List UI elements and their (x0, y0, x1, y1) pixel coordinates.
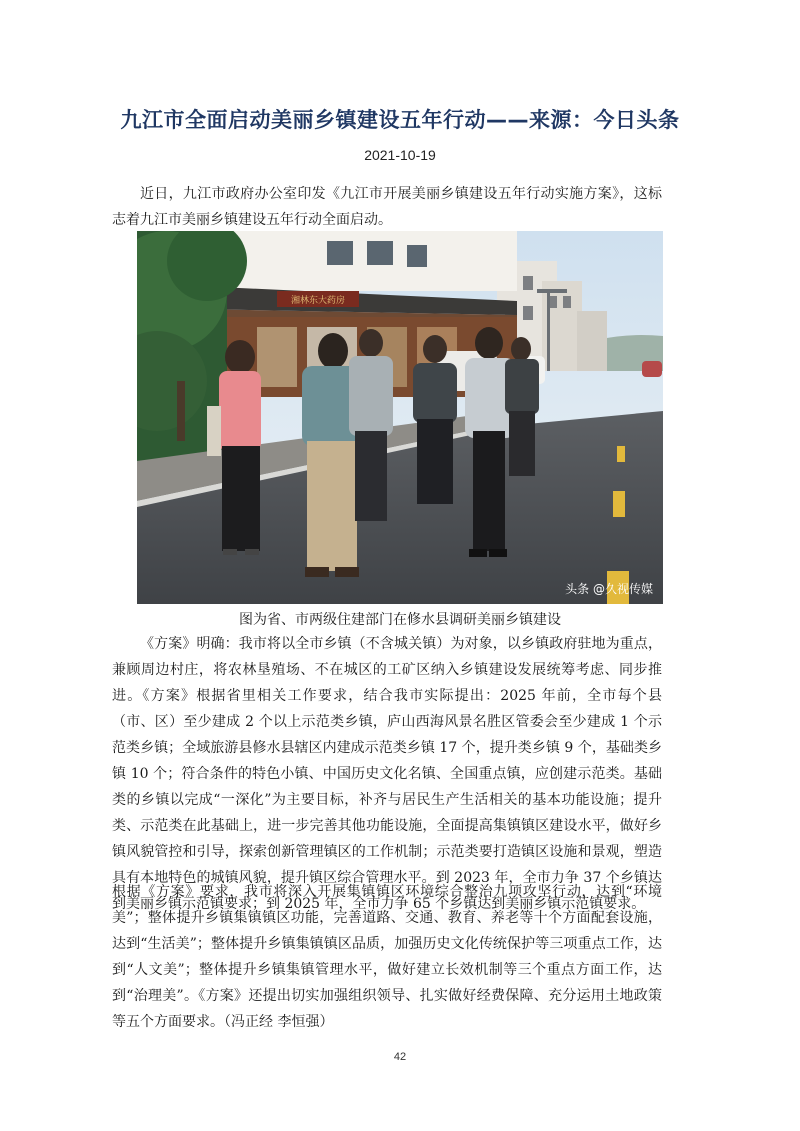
shop-sign: 湘林东大药房 (290, 296, 346, 306)
photo-watermark: 头条 @久视传媒 (565, 582, 653, 596)
news-photo (137, 231, 663, 604)
closing-paragraph: 根据《方案》要求，我市将深入开展集镇镇区环境综合整治九项攻坚行动，达到“环境美”；整体提升乡镇集镇镇区功能，完善道路、交通、教育、养老等十个方面配套设施，达到“生活美”；整体提升乡镇集镇镇区品质，加强历史文化传统保护等三项重点工作，达到“人文美”；整体提升乡镇集镇管理水平，做好建立长效机制等三个重点方面工作，达到“治理美”。《方案》还提出切实加强组织领导、扎实做好经费保障、充分运用土地政策等五个方面要求。（冯正经 李恒强） (112, 884, 662, 1030)
photo-caption: 图为省、市两级住建部门在修水县调研美丽乡镇建设 (239, 612, 561, 628)
article-title: 九江市全面启动美丽乡镇建设五年行动——来源：今日头条 (120, 108, 680, 132)
intro-paragraph: 近日，九江市政府办公室印发《九江市开展美丽乡镇建设五年行动实施方案》，这标志着九江市美丽乡镇建设五年行动全面启动。 (112, 186, 662, 228)
article-date: 2021-10-19 (364, 147, 436, 163)
main-paragraph: 《方案》明确：我市将以全市乡镇（不含城关镇）为对象，以乡镇政府驻地为重点，兼顾周边村庄，将农林垦殖场、不在城区的工矿区纳入乡镇建设发展统筹考虑、同步推进。《方案》根据省里相关工作要求，结合我市实际提出：2025 年前，全市每个县（市、区）至少建成 2 个以上示范类乡镇，庐山西海风景名胜区管委会至少建成 1 个示范类乡镇；全域旅游县修水县辖区内建成示范类乡镇 17 个，提升类乡镇 9 个，基础类乡镇 10 个；符合条件的特色小镇、中国历史文化名镇、全国重点镇，应创建示范类。基础类的乡镇以完成“一深化”为主要目标，补齐与居民生产生活相关的基本功能设施；提升类、示范类在此基础上，进一步完善其他功能设施，全面提高集镇镇区建设水平，做好乡镇风貌管控和引导，探索创新管理镇区的工作机制；示范类要打造镇区设施和景观，塑造具有本地特色的城镇风貌，提升镇区综合管理水平。到 2023 年，全市力争 37 个乡镇达到美丽乡镇示范镇要求；到 2025 年，全市力争 65 个乡镇达到美丽乡镇示范镇要求。 (112, 636, 662, 912)
street-scene-illustration (137, 231, 663, 604)
person-man-striped-shirt (349, 329, 393, 521)
page-number: 42 (393, 1051, 407, 1063)
